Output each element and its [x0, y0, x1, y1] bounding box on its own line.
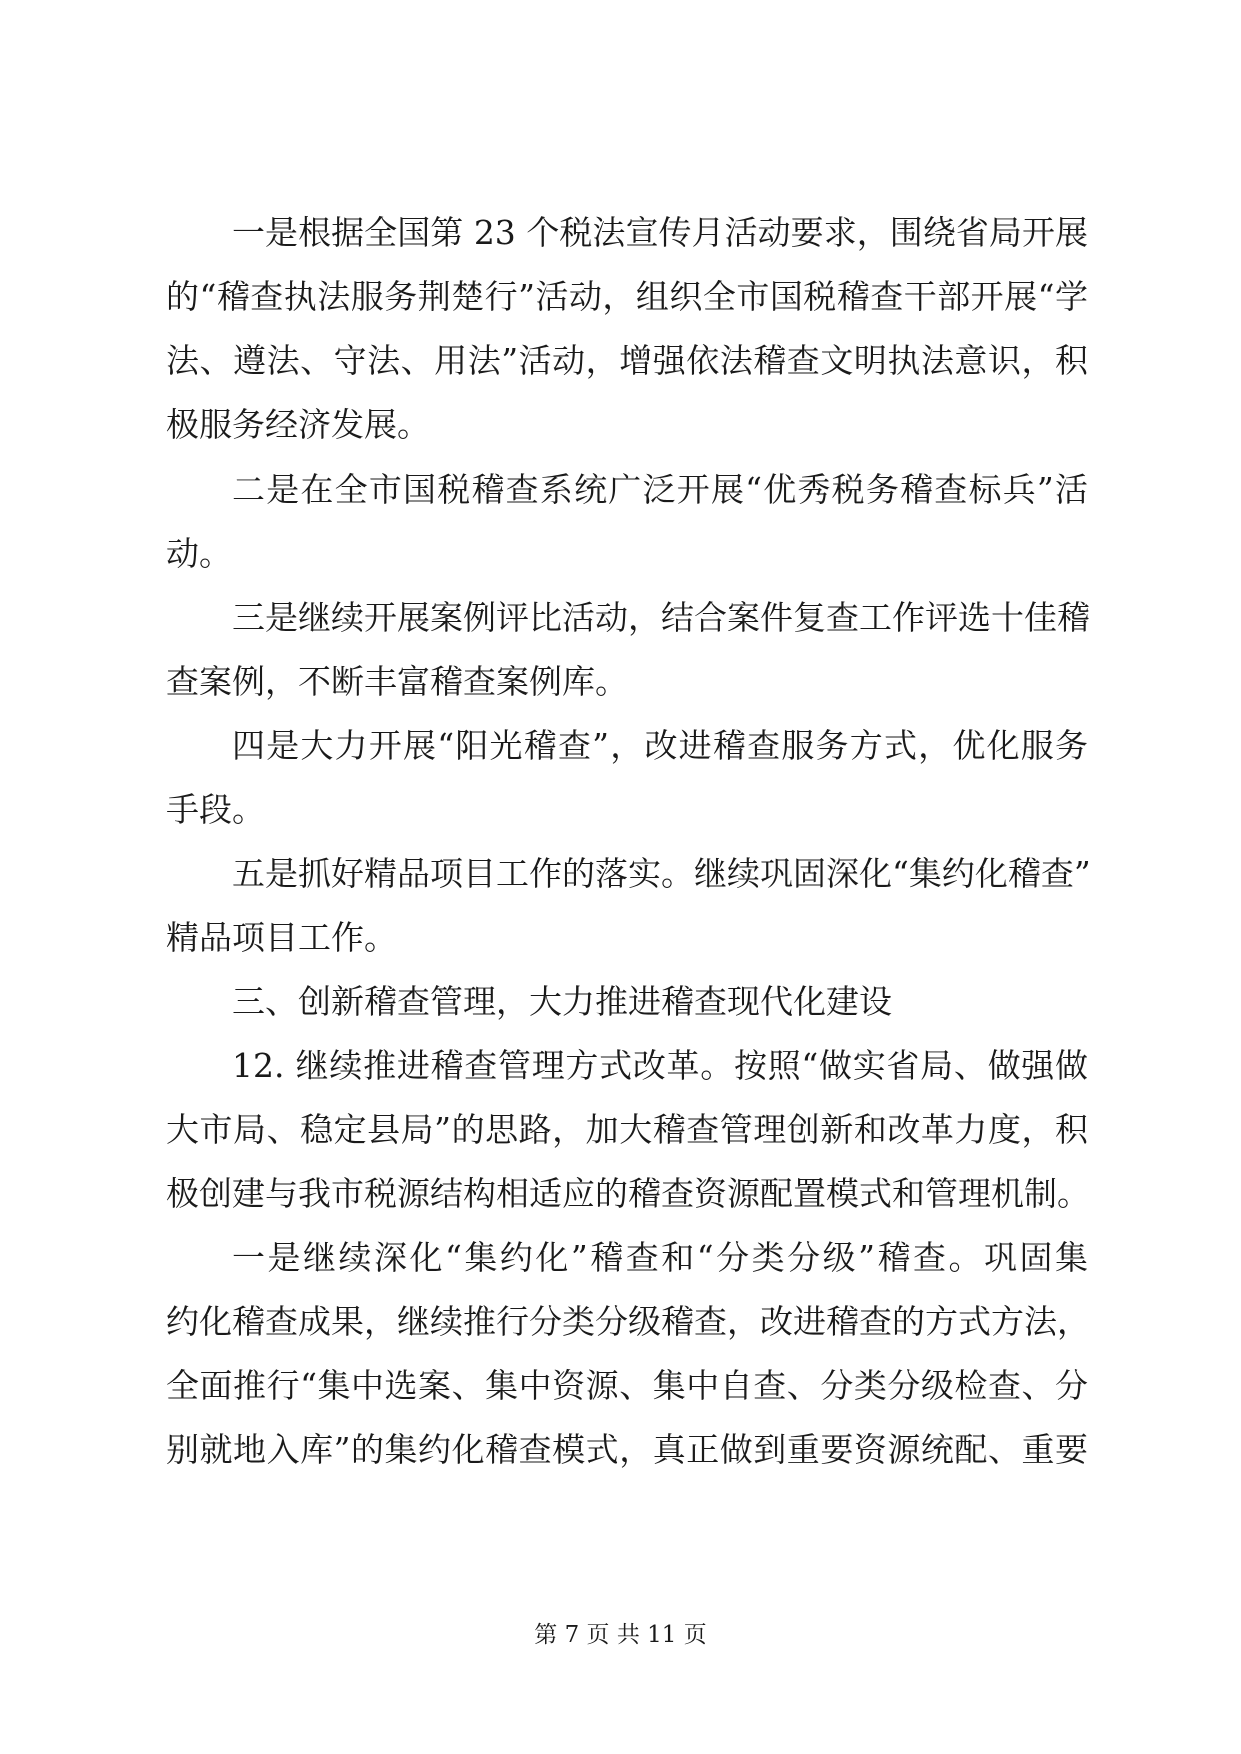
- paragraph-2-line-1: 二是在全市国税稽查系统广泛开展“优秀税务稽查标兵”活: [232, 470, 1088, 509]
- paragraph-4-line-1: 四是大力开展“阳光稽查”，改进稽查服务方式，优化服务: [232, 726, 1088, 765]
- section-heading: 三、创新稽查管理，大力推进稽查现代化建设: [232, 982, 892, 1021]
- paragraph-1-line-3: 法、遵法、守法、用法”活动，增强依法稽查文明执法意识，积: [166, 341, 1088, 380]
- paragraph-1-line-1: 一是根据全国第 23 个税法宣传月活动要求，围绕省局开展: [232, 213, 1088, 252]
- paragraph-4-line-2: 手段。: [166, 790, 265, 829]
- paragraph-5-line-1: 五是抓好精品项目工作的落实。继续巩固深化“集约化稽查”: [232, 854, 1091, 893]
- paragraph-7-line-4: 别就地入库”的集约化稽查模式，真正做到重要资源统配、重要: [166, 1430, 1088, 1469]
- paragraph-6-line-2: 大市局、稳定县局”的思路，加大稽查管理创新和改革力度，积: [166, 1110, 1088, 1149]
- paragraph-1-line-2: 的“稽查执法服务荆楚行”活动，组织全市国税稽查干部开展“学: [166, 277, 1088, 316]
- paragraph-3-line-2: 查案例，不断丰富稽查案例库。: [166, 662, 628, 701]
- paragraph-6-line-1: 12. 继续推进稽查管理方式改革。按照“做实省局、做强做: [232, 1046, 1088, 1085]
- paragraph-7-line-1: 一是继续深化“集约化”稽查和“分类分级”稽查。巩固集: [232, 1238, 1088, 1277]
- page-footer: [0, 1620, 1241, 1650]
- page-number-label: 第 7 页 共 11 页: [534, 1622, 707, 1648]
- paragraph-7-line-2: 约化稽查成果，继续推行分类分级稽查，改进稽查的方式方法，: [166, 1302, 1090, 1341]
- paragraph-5-line-2: 精品项目工作。: [166, 918, 397, 957]
- paragraph-7-line-3: 全面推行“集中选案、集中资源、集中自查、分类分级检查、分: [166, 1366, 1088, 1405]
- paragraph-3-line-1: 三是继续开展案例评比活动，结合案件复查工作评选十佳稽: [232, 598, 1090, 637]
- paragraph-6-line-3: 极创建与我市税源结构相适应的稽查资源配置模式和管理机制。: [166, 1174, 1090, 1213]
- paragraph-2-line-2: 动。: [166, 534, 232, 573]
- paragraph-1-line-4: 极服务经济发展。: [166, 405, 430, 444]
